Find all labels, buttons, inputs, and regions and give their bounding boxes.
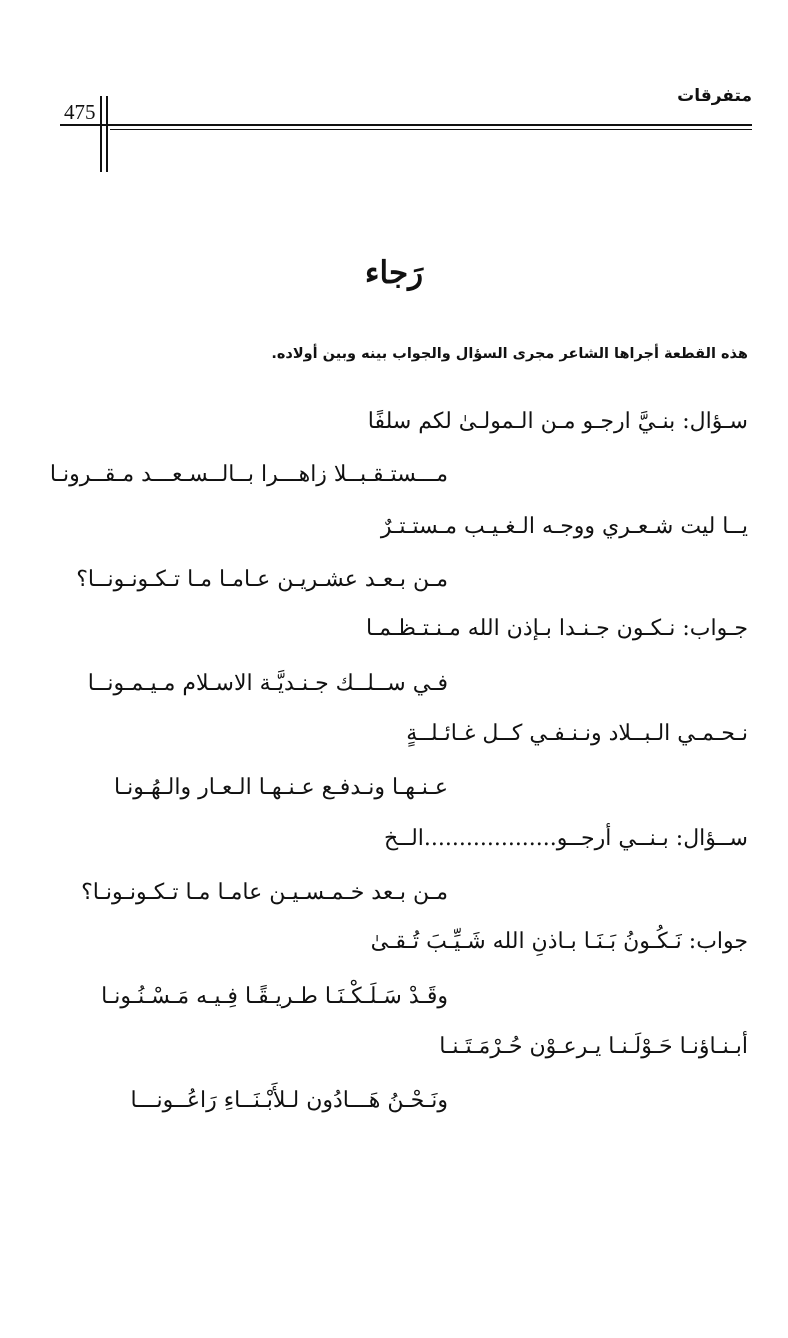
verse-line: يــا ليت شـعـري ووجـه الـغـيـب مـستـتـرٌ [380,514,748,539]
verse-line: أبـنـاؤنـا حَـوْلَـنـا يـرعـوْن حُـرْمَـتَـنـا [439,1034,748,1059]
verse-line: جـواب: نـكـون جـنـدا بـإذن الله مـنـتـظـمـا [366,616,748,641]
header-rule [60,124,752,126]
verse-line: ونَـحْـنُ هَـــادُون لـلأَبْـنَــاءِ رَاعُــونـــا [130,1088,448,1113]
verse-line: نـحـمـي الـبــلاد ونـنـفـي كــل غـائـلــةٍ [406,721,748,746]
header-rule-secondary [110,129,752,130]
page-number: 475 [64,100,96,124]
verse-line: عـنـهـا ونـدفـع عـنـهـا الـعـار والـهُـونـا [113,775,448,800]
verse-line: ســؤال: بـنــي أرجــو...................الــخ [384,826,748,851]
verse-line: فـي ســلــك جـنـديَّـة الاسـلام مـيـمـونــا [87,671,448,696]
header-vertical-rule-right [106,96,108,172]
running-title: متفرقات [677,86,752,106]
poem-intro: هذه القطعة أجراها الشاعر مجرى السؤال والجواب بينه وبين أولاده. [271,346,748,362]
verse-line: جواب: نَـكُـونُ بَـنَـا بـاذنِ الله شَـيِّـبَ تُـقـىٰ [370,929,748,954]
verse-line: وقَـدْ سَـلَـكْـنَـا طـريـقًـا فِـيـه مَـسْـنُـونـا [101,984,448,1009]
verse-line: مـن بـعد خـمـسـيـن عامـا مـا تـكـونـونـا؟ [81,880,448,905]
poem-title: رَجاء [364,255,424,291]
header-vertical-rule-left [100,96,102,172]
verse-line: مـن بـعـد عشـريـن عـامـا مـا تـكـونـونــا؟ [76,567,448,592]
verse-line: مـــستـقـبــلا زاهـــرا بــالــسـعـــد مـقــرونـا [49,462,448,487]
verse-line: سـؤال: بنـيَّ ارجـو مـن الـمولـىٰ لكم سلفًا [367,409,748,434]
